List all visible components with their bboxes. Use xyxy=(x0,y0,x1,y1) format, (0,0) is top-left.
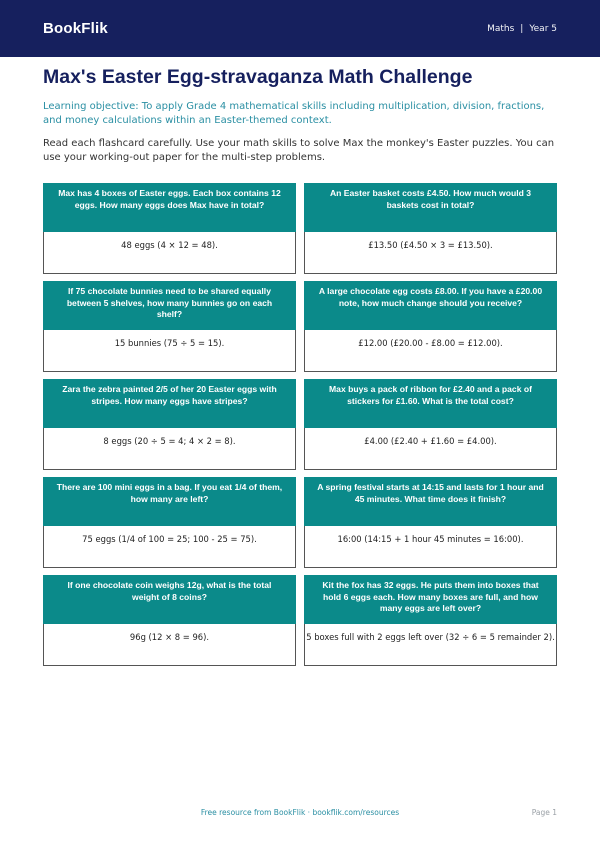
flashcard xyxy=(43,281,296,372)
flashcard-question: If one chocolate coin weighs 12g, what is the total weight of 8 coins? xyxy=(43,575,296,624)
page-footer xyxy=(0,808,600,820)
flashcard xyxy=(304,281,557,372)
flashcard-answer: £13.50 (£4.50 × 3 = £13.50). xyxy=(304,232,557,274)
flashcard-answer: 8 eggs (20 ÷ 5 = 4; 4 × 2 = 8). xyxy=(43,428,296,470)
flashcard xyxy=(43,379,296,470)
flashcard-question: A spring festival starts at 14:15 and lasts for 1 hour and 45 minutes. What time does it finish? xyxy=(304,477,557,526)
footer-link[interactable]: Free resource from BookFlik · bookflik.com/resources xyxy=(200,808,400,817)
flashcard-answer: £4.00 (£2.40 + £1.60 = £4.00). xyxy=(304,428,557,470)
flashcard-answer: £12.00 (£20.00 - £8.00 = £12.00). xyxy=(304,330,557,372)
header-meta xyxy=(487,24,557,34)
flashcard-answer: 96g (12 × 8 = 96). xyxy=(43,624,296,666)
learning-objective: Learning objective: To apply Grade 4 mathematical skills including multiplication, division, fractions, and money calculations within an Easter-themed context. xyxy=(43,101,545,126)
flashcard-answer: 48 eggs (4 × 12 = 48). xyxy=(43,232,296,274)
flashcard-question: Max buys a pack of ribbon for £2.40 and a pack of stickers for £1.60. What is the total cost? xyxy=(304,379,557,428)
page-number: Page 1 xyxy=(531,808,557,817)
flashcard xyxy=(43,183,296,274)
flashcard-question: Max has 4 boxes of Easter eggs. Each box contains 12 eggs. How many eggs does Max have in total? xyxy=(43,183,296,232)
flashcard-answer: 15 bunnies (75 ÷ 5 = 15). xyxy=(43,330,296,372)
flashcard-answer: 16:00 (14:15 + 1 hour 45 minutes = 16:00). xyxy=(304,526,557,568)
flashcard-question: If 75 chocolate bunnies need to be shared equally between 5 shelves, how many bunnies go on each shelf? xyxy=(43,281,296,330)
flashcard-answer: 75 eggs (1/4 of 100 = 25; 100 - 25 = 75). xyxy=(43,526,296,568)
flashcard-question: There are 100 mini eggs in a bag. If you eat 1/4 of them, how many are left? xyxy=(43,477,296,526)
flashcard-question: Kit the fox has 32 eggs. He puts them into boxes that hold 6 eggs each. How many boxes are full, and how many eggs are left over? xyxy=(304,575,557,624)
flashcard xyxy=(304,183,557,274)
flashcard-answer: 5 boxes full with 2 eggs left over (32 ÷ 6 = 5 remainder 2). xyxy=(304,624,557,666)
page-title: Max's Easter Egg-stravaganza Math Challenge xyxy=(43,66,473,88)
meta-separator: | xyxy=(520,23,524,34)
year-label: Year 5 xyxy=(529,23,557,34)
flashcard-question: A large chocolate egg costs £8.00. If you have a £20.00 note, how much change should you receive? xyxy=(304,281,557,330)
flashcard-question: An Easter basket costs £4.50. How much would 3 baskets cost in total? xyxy=(304,183,557,232)
flashcard-question: Zara the zebra painted 2/5 of her 20 Easter eggs with stripes. How many eggs have stripes? xyxy=(43,379,296,428)
flashcard xyxy=(304,477,557,568)
instructions: Read each flashcard carefully. Use your math skills to solve Max the monkey's Easter puzzles. You can use your working-out paper for the multi-step problems. xyxy=(43,138,555,163)
flashcard xyxy=(43,575,296,666)
header-bar xyxy=(0,0,600,57)
flashcard-grid xyxy=(43,183,557,666)
brand-logo[interactable]: BookFlik xyxy=(43,20,108,37)
subject-label: Maths xyxy=(487,23,515,34)
flashcard xyxy=(43,477,296,568)
flashcard xyxy=(304,575,557,666)
flashcard xyxy=(304,379,557,470)
